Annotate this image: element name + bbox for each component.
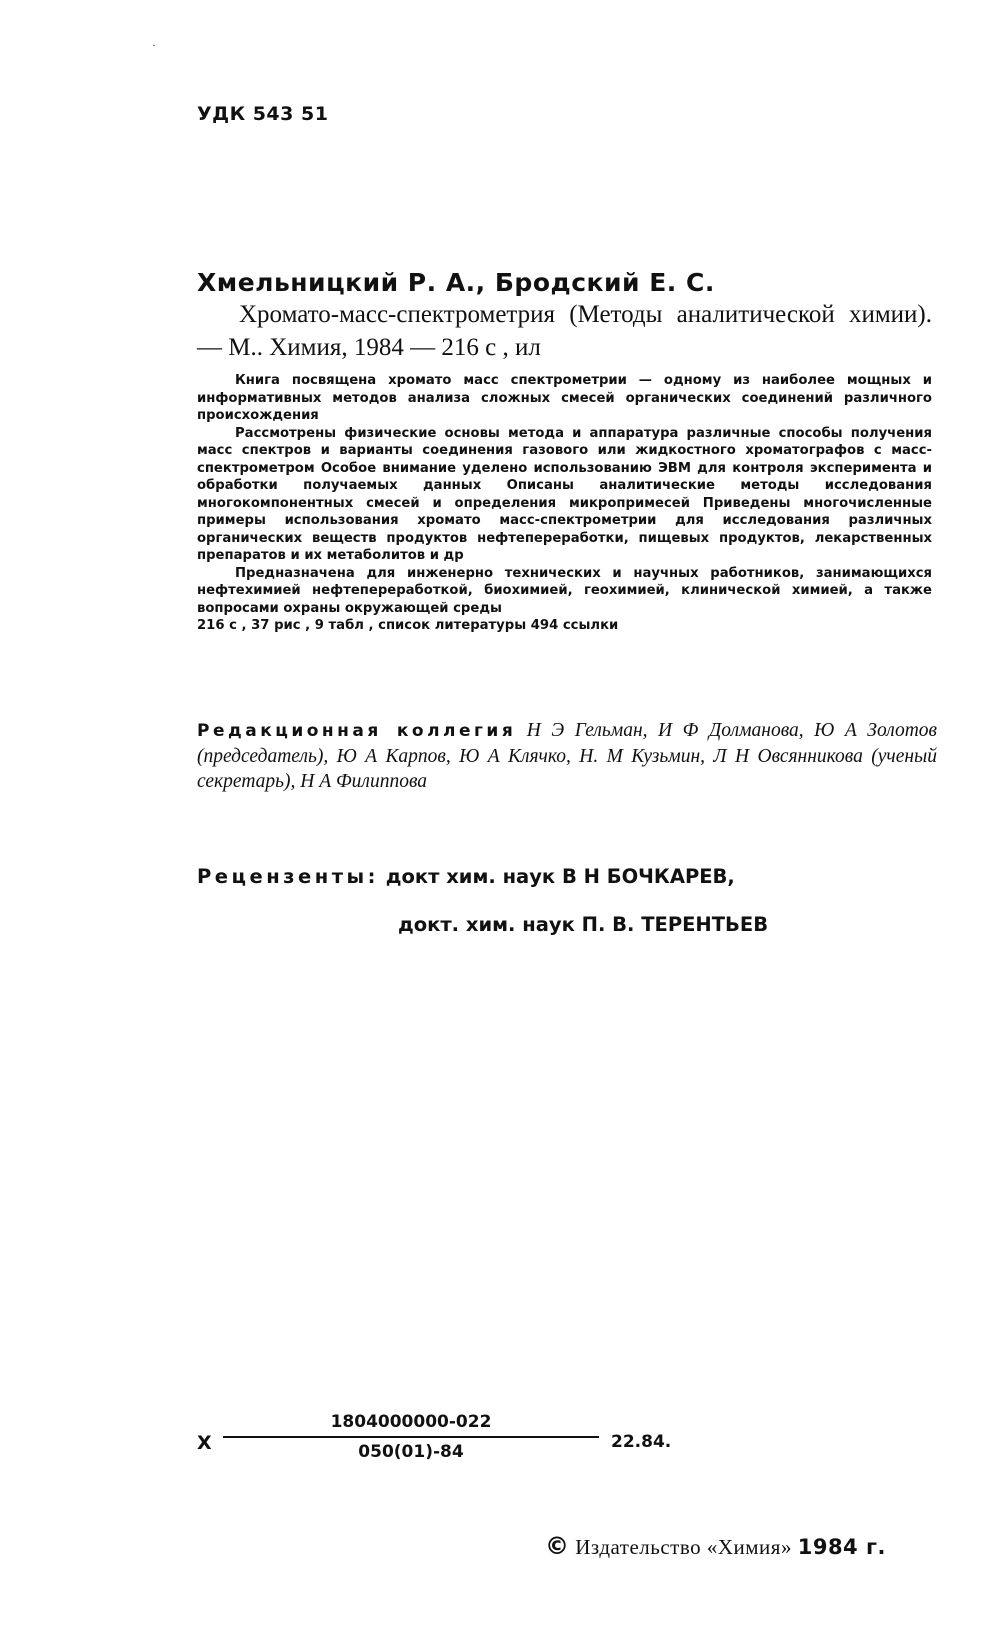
index-letter: Х xyxy=(197,1432,212,1454)
reviewer-first xyxy=(197,865,735,888)
authors: Хмельницкий Р. А., Бродский Е. С. xyxy=(197,268,715,297)
corner-mark: · xyxy=(152,38,156,52)
fraction-line xyxy=(223,1436,599,1438)
editorial-board xyxy=(197,718,937,794)
index-price-code: 22.84. xyxy=(611,1432,672,1452)
bibliographic-entry: Хромато-масс-спектрометрия (Методы аналитической химии). — М.. Химия, 1984 — 216 с , ил xyxy=(197,301,932,361)
reviewer-second: докт. хим. наук П. В. ТЕРЕНТЬЕВ xyxy=(398,913,769,936)
editorial-board-members: Н Э Гельман, И Ф Долманова, Ю А Золотов (председатель), Ю А Карпов, Ю А Клячко, Н. М Кузьмин, Л Н Овсянникова (ученый секретарь), Н А Филиппова xyxy=(197,720,938,792)
abstract-stats: 216 с , 37 рис , 9 табл , список литературы 494 ссылки xyxy=(197,618,619,633)
copyright-icon: © xyxy=(545,1532,570,1560)
copyright-text: Издательство «Химия» xyxy=(575,1535,792,1559)
udk-code: УДК 543 51 xyxy=(197,103,329,125)
abstract-paragraph: Предназначена для инженерно технических и научных работников, занимающихся нефтехимией нефтепереработкой, биохимией, геохимией, клинической химией, а также вопросами охраны окружающей среды xyxy=(197,565,932,616)
index-denominator: 050(01)-84 xyxy=(358,1442,464,1462)
abstract xyxy=(197,372,932,635)
editorial-board-label: Редакционная коллегия xyxy=(197,721,517,741)
copyright-year: 1984 г. xyxy=(797,1535,886,1559)
abstract-paragraph: Книга посвящена хромато масс спектрометрии — одному из наиболее мощных и информативных методов анализа сложных смесей органических соединений различного происхождения xyxy=(197,373,932,423)
publication-index xyxy=(197,1412,672,1482)
abstract-paragraph: Рассмотрены физические основы метода и аппаратура различные способы получения масс спектров и варианты соединения газового или жидкостного хроматографов с масс-спектрометром Особое внимание уделено использованию ЭВМ для контроля эксперимента и обработки получаемых данных Описаны аналитические методы исследования многокомпонентных смесей и определения микропримесей Приведены многочисленные примеры использования хромато масс-спектрометрии для исследования различных органических веществ продуктов нефтепереработки, пищевых продуктов, лекарственных препаратов и их метаболитов и др xyxy=(197,425,932,563)
reviewer-first-name: докт хим. наук В Н БОЧКАРЕВ, xyxy=(385,865,735,888)
copyright xyxy=(545,1532,886,1560)
reviewers-label: Рецензенты: xyxy=(197,865,379,888)
index-numerator: 1804000000-022 xyxy=(330,1412,492,1432)
